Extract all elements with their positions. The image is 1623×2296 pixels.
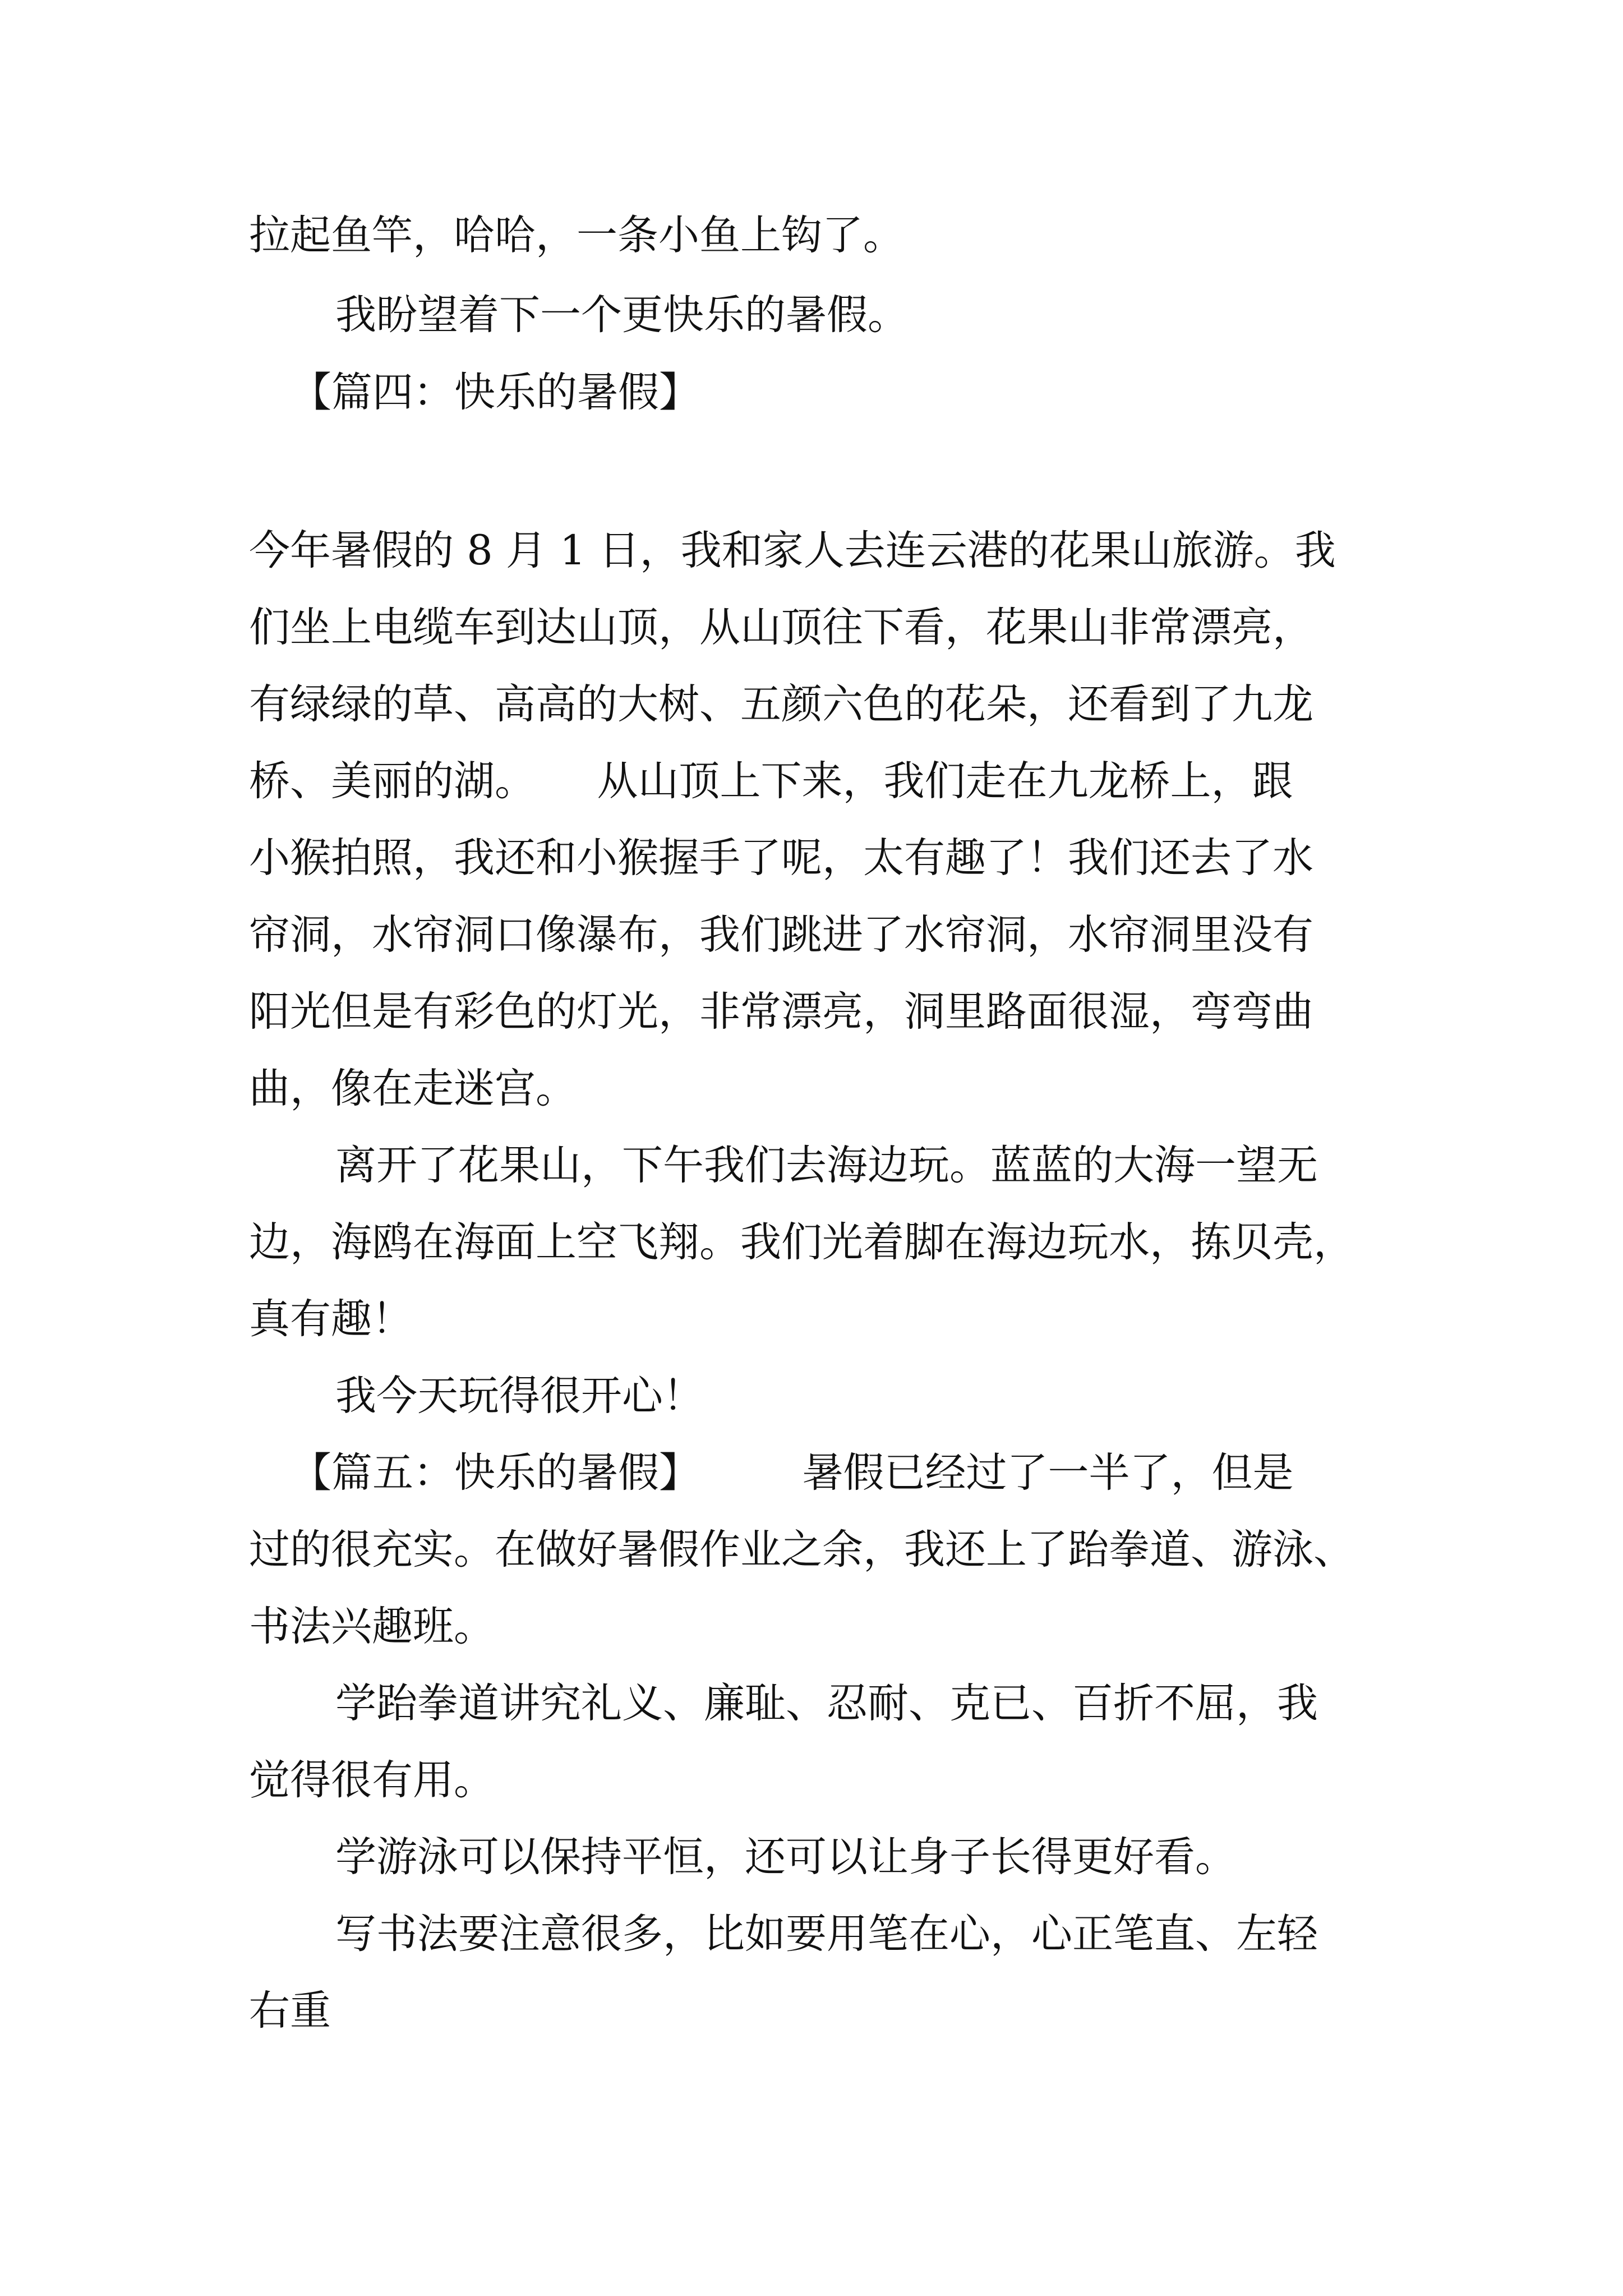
- paragraph-line: 边，海鸥在海面上空飞翔。我们光着脚在海边玩水，拣贝壳，: [249, 1218, 1354, 1266]
- section-heading: 【篇五：快乐的暑假】 暑假已经过了一半了，但是: [291, 1449, 1294, 1497]
- paragraph-line: 今年暑假的 8 月 1 日，我和家人去连云港的花果山旅游。我: [249, 527, 1336, 574]
- paragraph-line: 觉得很有用。: [249, 1756, 495, 1804]
- paragraph-line: 有绿绿的草、高高的大树、五颜六色的花朵，还看到了九龙: [249, 680, 1313, 728]
- paragraph-line: 我盼望着下一个更快乐的暑假。: [335, 291, 909, 339]
- paragraph-line: 阳光但是有彩色的灯光，非常漂亮，洞里路面很湿，弯弯曲: [249, 988, 1313, 1036]
- paragraph-line: 真有趣！: [249, 1295, 413, 1343]
- paragraph-line: 书法兴趣班。: [249, 1603, 495, 1650]
- paragraph-line: 拉起鱼竿，哈哈，一条小鱼上钩了。: [249, 211, 904, 259]
- paragraph-line: 离开了花果山，下午我们去海边玩。蓝蓝的大海一望无: [335, 1142, 1318, 1189]
- paragraph-line: 右重: [249, 1987, 331, 2035]
- section-heading: 【篇四：快乐的暑假】: [291, 369, 700, 416]
- paragraph-line: 桥、美丽的湖。 从山顶上下来，我们走在九龙桥上，跟: [249, 757, 1293, 805]
- paragraph-line: 学跆拳道讲究礼义、廉耻、忍耐、克已、百折不屈，我: [335, 1680, 1318, 1727]
- paragraph-line: 帘洞，水帘洞口像瀑布，我们跳进了水帘洞，水帘洞里没有: [249, 911, 1313, 959]
- paragraph-line: 学游泳可以保持平恒，还可以让身子长得更好看。: [335, 1833, 1236, 1881]
- paragraph-line: 写书法要注意很多，比如要用笔在心，心正笔直、左轻: [335, 1910, 1318, 1958]
- paragraph-line: 曲，像在走迷宫。: [249, 1065, 577, 1112]
- paragraph-line: 过的很充实。在做好暑假作业之余，我还上了跆拳道、游泳、: [249, 1526, 1354, 1573]
- paragraph-line: 我今天玩得很开心！: [335, 1372, 704, 1420]
- paragraph-line: 小猴拍照，我还和小猴握手了呢，太有趣了！我们还去了水: [249, 834, 1313, 882]
- paragraph-line: 们坐上电缆车到达山顶，从山顶往下看，花果山非常漂亮，: [249, 604, 1313, 651]
